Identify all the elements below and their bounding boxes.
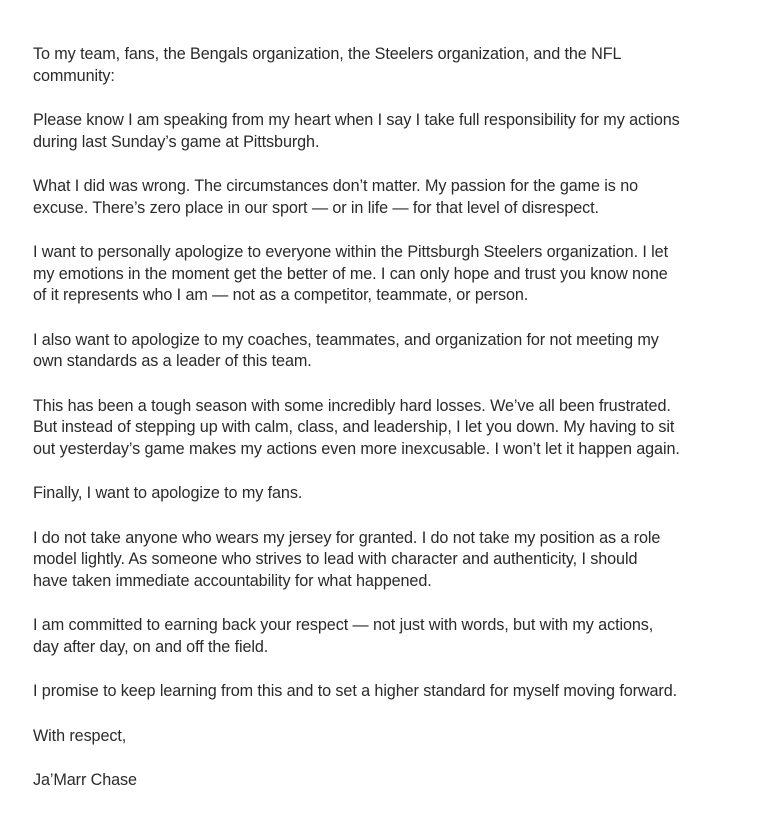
paragraph-line: But instead of stepping up with calm, class, and leadership, I let you down. My having to sit [33, 418, 675, 436]
paragraph-line: own standards as a leader of this team. [33, 352, 312, 370]
paragraph-steelers-apology [33, 242, 748, 307]
paragraph-line: I want to personally apologize to everyone within the Pittsburgh Steelers organization. I let [33, 243, 668, 261]
paragraph-line: day after day, on and off the field. [33, 637, 269, 656]
paragraph-wrong [33, 176, 748, 219]
signature-name: Ja’Marr Chase [33, 771, 137, 789]
paragraph-line: I promise to keep learning from this and to set a higher standard for myself moving forward. [33, 682, 678, 700]
salutation-line: To my team, fans, the Bengals organization, the Steelers organization, and the NFL [33, 45, 622, 63]
paragraph-promise [33, 681, 748, 703]
paragraph-line: Please know I am speaking from my heart when I say I take full responsibility for my actions [33, 111, 680, 129]
paragraph-line: I am committed to earning back your respect — not just with words, but with my actions, [33, 616, 654, 634]
paragraph-line: excuse. There’s zero place in our sport — or in life — for that level of disrespect. [33, 198, 599, 217]
salutation [33, 44, 748, 87]
paragraph-line: of it represents who I am — not as a competitor, teammate, or person. [33, 286, 529, 304]
signature [33, 770, 748, 792]
paragraph-line: I do not take anyone who wears my jersey for granted. I do not take my position as a role [33, 528, 661, 547]
paragraph-line: during last Sunday’s game at Pittsburgh. [33, 132, 320, 151]
paragraph-commitment [33, 615, 748, 658]
paragraph-tough-season [33, 396, 748, 461]
salutation-line: community: [33, 66, 115, 85]
paragraph-line: have taken immediate accountability for what happened. [33, 571, 432, 590]
paragraph-fans-apology [33, 483, 748, 505]
paragraph-role-model [33, 528, 748, 593]
apology-letter [33, 44, 748, 815]
paragraph-line: What I did was wrong. The circumstances don’t matter. My passion for the game is no [33, 177, 638, 195]
closing-text: With respect, [33, 726, 127, 745]
paragraph-line: This has been a tough season with some incredibly hard losses. We’ve all been frustrated. [33, 396, 671, 415]
paragraph-line: Finally, I want to apologize to my fans. [33, 484, 303, 502]
paragraph-line: I also want to apologize to my coaches, teammates, and organization for not meeting my [33, 330, 659, 349]
paragraph-line: model lightly. As someone who strives to lead with character and authenticity, I should [33, 550, 638, 568]
paragraph-responsibility [33, 110, 748, 153]
paragraph-line: my emotions in the moment get the better of me. I can only hope and trust you know none [33, 264, 668, 283]
closing [33, 726, 748, 748]
paragraph-team-apology [33, 330, 748, 373]
paragraph-line: out yesterday’s game makes my actions even more inexcusable. I won’t let it happen again. [33, 439, 680, 458]
